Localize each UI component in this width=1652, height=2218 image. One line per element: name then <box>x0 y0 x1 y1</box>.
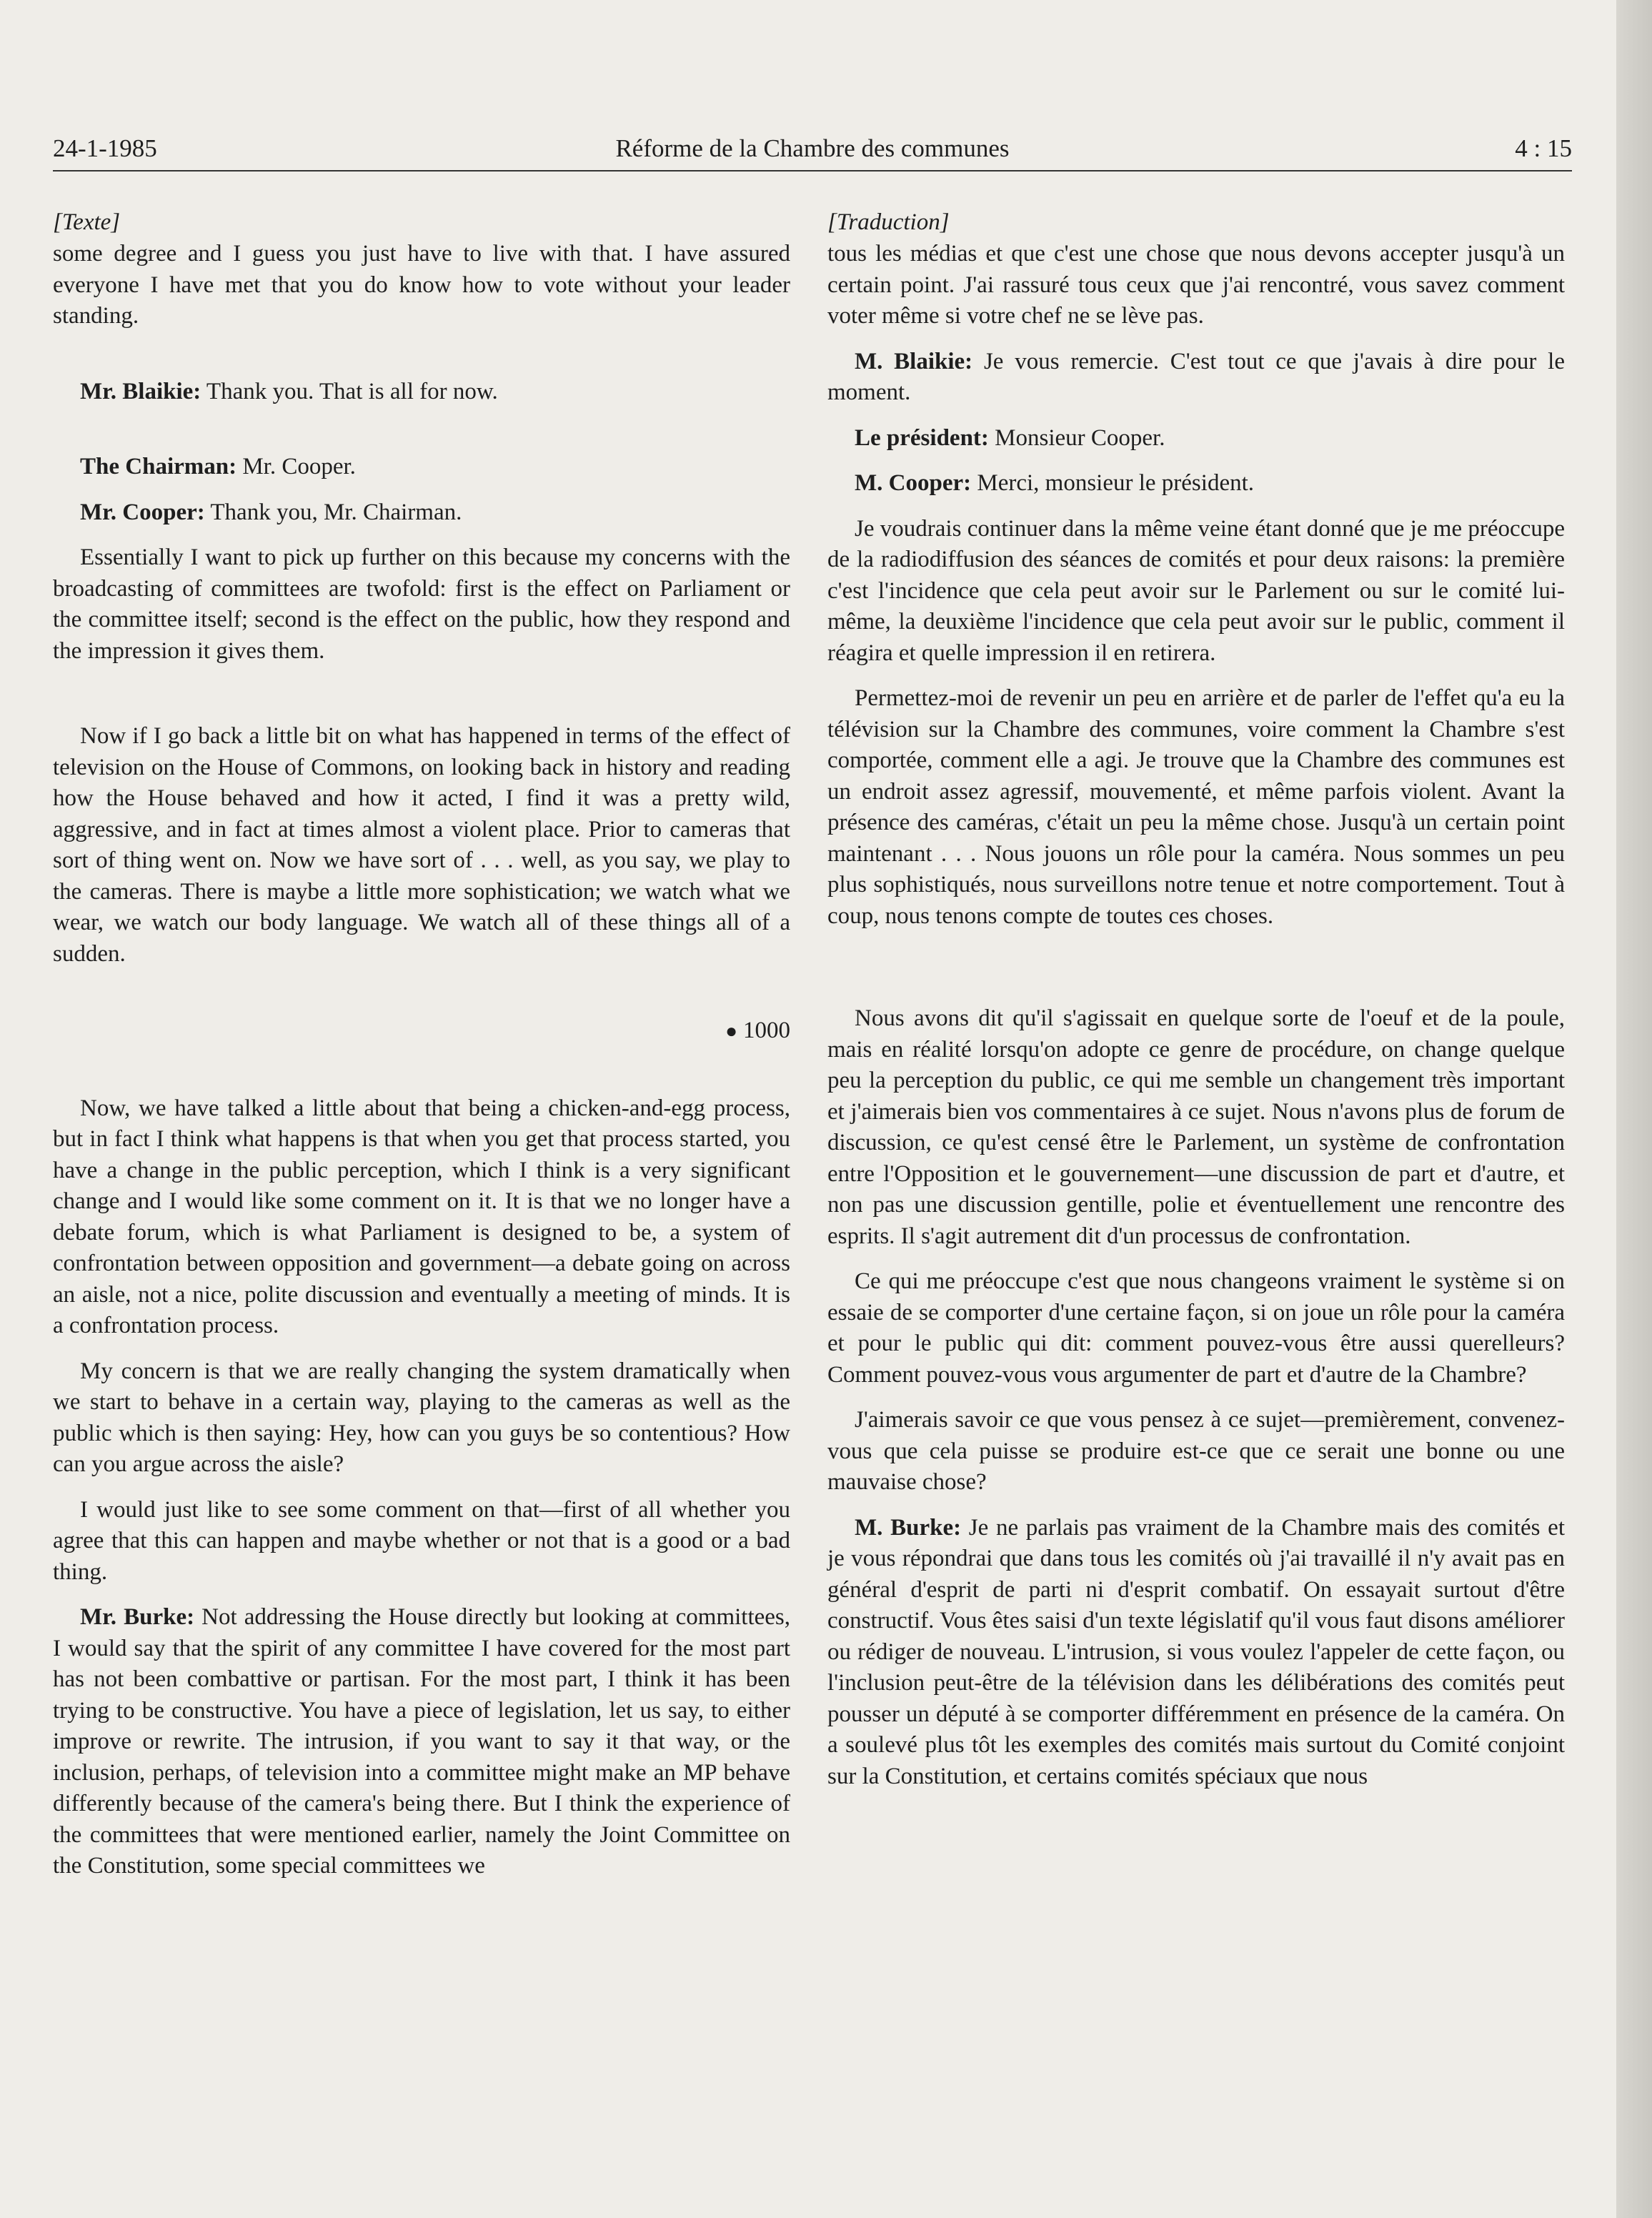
speech-text: Merci, monsieur le président. <box>971 470 1255 496</box>
speech-text: Thank you, Mr. Chairman. <box>204 499 462 525</box>
speaker-paragraph <box>53 497 790 529</box>
paragraph: J'aimerais savoir ce que vous pensez à ce sujet—premièrement, convenez-vous que cela puisse se produire est-ce que ce serait une bonne ou une mauvaise chose? <box>827 1407 1565 1495</box>
speaker-name: Le président: <box>855 424 989 451</box>
paragraph: Ce qui me préoccupe c'est que nous changeons vraiment le système si on essaie de se comporter d'une certaine façon, si on joue un rôle pour la caméra et pour le public qui dit: comment pouvez-vous être aussi querelleurs? Comment pouvez-vous vous argumenter de part et d'autre de la Chambre? <box>827 1268 1565 1388</box>
header-date: 24-1-1985 <box>53 134 157 162</box>
speech-text: Thank you. That is all for now. <box>201 378 498 404</box>
running-header <box>53 134 1572 170</box>
english-column <box>53 207 790 1896</box>
speaker-paragraph <box>53 1602 790 1882</box>
paragraph: some degree and I guess you just have to live with that. I have assured everyone I have met that you do know how to vote without your leader standing. <box>53 241 790 329</box>
speech-text: Je ne parlais pas vraiment de la Chambre mais des comités et je vous répondrai que dans tous les comités où j'ai travaillé il n'y avait pas en général d'esprit de parti ni d'esprit combatif. On essayait surtout d'être constructif. Vous êtes saisi d'un texte législatif qu'il vous faut disons améliorer ou rédiger de nouveau. L'intrusion, si vous voulez l'appeler de cette façon, ou l'inclusion peut-être de la télévision dans les délibérations des comités peut pousser un député à se comporter différemment en présence de la caméra. On a soulevé plus tôt les exemples des comités mais surtout du Comité conjoint sur la Constitution, et certains comités spéciaux que nous <box>827 1514 1565 1789</box>
speech-text: Je vous remercie. C'est tout ce que j'avais à dire pour le moment. <box>827 348 1565 405</box>
speech-text: Mr. Cooper. <box>237 454 356 479</box>
header-rule <box>53 170 1572 171</box>
paragraph: Je voudrais continuer dans la même veine étant donné que je me préoccupe de la radiodiffusion des séances de comités et pour deux raisons: la première c'est l'incidence que cela peut avoir sur le Parlement ou sur le comité lui-même, la deuxième l'incidence que cela peut avoir sur le public, comment il réagira et quelle impression il en retirera. <box>827 515 1565 666</box>
paragraph: I would just like to see some comment on that—first of all whether you agree that this can happen and maybe whether or not that is a good or a bad thing. <box>53 1496 790 1585</box>
speaker-name: Mr. Blaikie: <box>80 378 201 404</box>
speaker-paragraph <box>53 377 790 408</box>
time-marker <box>53 1015 790 1048</box>
speech-text: Monsieur Cooper. <box>988 424 1165 451</box>
header-title: Réforme de la Chambre des communes <box>615 134 1010 162</box>
paragraph: My concern is that we are really changing the system dramatically when we start to behave in a certain way, playing to the cameras as well as the public which is then saying: Hey, how can you guys be so contentious? How can you argue across the aisle? <box>53 1358 790 1477</box>
paragraph: Now if I go back a little bit on what has happened in terms of the effect of television on the House of Commons, on looking back in history and reading how the House behaved and how it acted, I find it was a pretty wild, aggressive, and in fact at times almost a violent place. Prior to cameras that sort of thing went on. Now we have sort of . . . well, as you say, we play to the cameras. There is maybe a little more sophistication; we watch what we wear, we watch our body language. We watch all of these things all of a sudden. <box>53 723 790 967</box>
paragraph: Nous avons dit qu'il s'agissait en quelque sorte de l'oeuf et de la poule, mais en réalité lorsqu'on adopte ce genre de procédure, on change quelque peu la perception du public, ce qui me semble un changement très important et j'aimerais bien vos commentaires à ce sujet. Nous n'avons plus de forum de discussion, ce qu'est censé être le Parlement, un système de confrontation entre l'Opposition et le gouvernement—une discussion de part et d'autre, et non pas une discussion gentille, polie et éventuellement une rencontre des esprits. Il s'agit autrement dit d'un processus de confrontation. <box>827 1005 1565 1249</box>
translation-tag: [Traduction] <box>827 209 950 235</box>
speaker-name: Mr. Cooper: <box>80 499 205 525</box>
text-tag: [Texte] <box>53 209 121 235</box>
speaker-paragraph <box>827 1513 1565 1793</box>
speaker-name: M. Blaikie: <box>855 348 973 374</box>
speaker-paragraph <box>827 468 1565 499</box>
speaker-paragraph <box>827 347 1565 409</box>
paragraph: Permettez-moi de revenir un peu en arrière et de parler de l'effet qu'a eu la télévision sur la Chambre des communes, voire comment la Chambre s'est comportée, comment elle a agi. Je trouve que la Chambre des communes est un endroit assez agressif, mouvementé, et même parfois violent. Avant la présence des caméras, c'était un peu la même chose. Jusqu'à un certain point maintenant . . . Nous jouons un rôle pour la caméra. Nous sommes un peu plus sophistiqués, nous surveillons notre tenue et notre comportement. Tout à coup, nous tenons compte de toutes ces choses. <box>827 685 1565 929</box>
header-page-number: 4 : 15 <box>1515 134 1572 162</box>
paragraph: Essentially I want to pick up further on this because my concerns with the broadcasting of committees are twofold: first is the effect on Parliament or the committee itself; second is the effect on the public, how they respond and the impression it gives them. <box>53 544 790 664</box>
speech-text: Not addressing the House directly but looking at committees, I would say that the spirit of any committee I have covered for the most part has not been combattive or partisan. For the most part, I think it has been trying to be constructive. You have a piece of legislation, let us say, to either improve or rewrite. The intrusion, if you want to say it that way, or the inclusion, perhaps, of television into a committee might make an MP behave differently because of the camera's being there. But I think the experience of the committees that were mentioned earlier, namely the Joint Committee on the Constitution, some special committees we <box>53 1604 790 1879</box>
speaker-name: M. Burke: <box>855 1514 962 1541</box>
speaker-name: M. Cooper: <box>855 470 972 496</box>
speaker-name: The Chairman: <box>80 454 237 479</box>
scan-edge <box>1616 0 1652 2218</box>
speaker-paragraph <box>827 423 1565 454</box>
french-column <box>827 207 1565 1806</box>
paragraph: tous les médias et que c'est une chose que nous devons accepter jusqu'à un certain point. J'ai rassuré tous ceux que j'ai rencontré, vous savez comment voter même si votre chef ne se lève pas. <box>827 241 1565 329</box>
speaker-name: Mr. Burke: <box>80 1604 195 1630</box>
speaker-paragraph <box>53 452 790 483</box>
paragraph: Now, we have talked a little about that being a chicken-and-egg process, but in fact I think what happens is that when you get that process started, you have a change in the public perception, which I think is a very significant change and I would like some comment on it. It is that we no longer have a debate forum, which is what Parliament is designed to be, a system of confrontation between opposition and government—a debate going on across an aisle, not a nice, polite discussion and eventually a meeting of minds. It is a confrontation process. <box>53 1095 790 1338</box>
bullet-icon: ● <box>725 1020 737 1043</box>
time-marker-value: 1000 <box>743 1018 790 1043</box>
